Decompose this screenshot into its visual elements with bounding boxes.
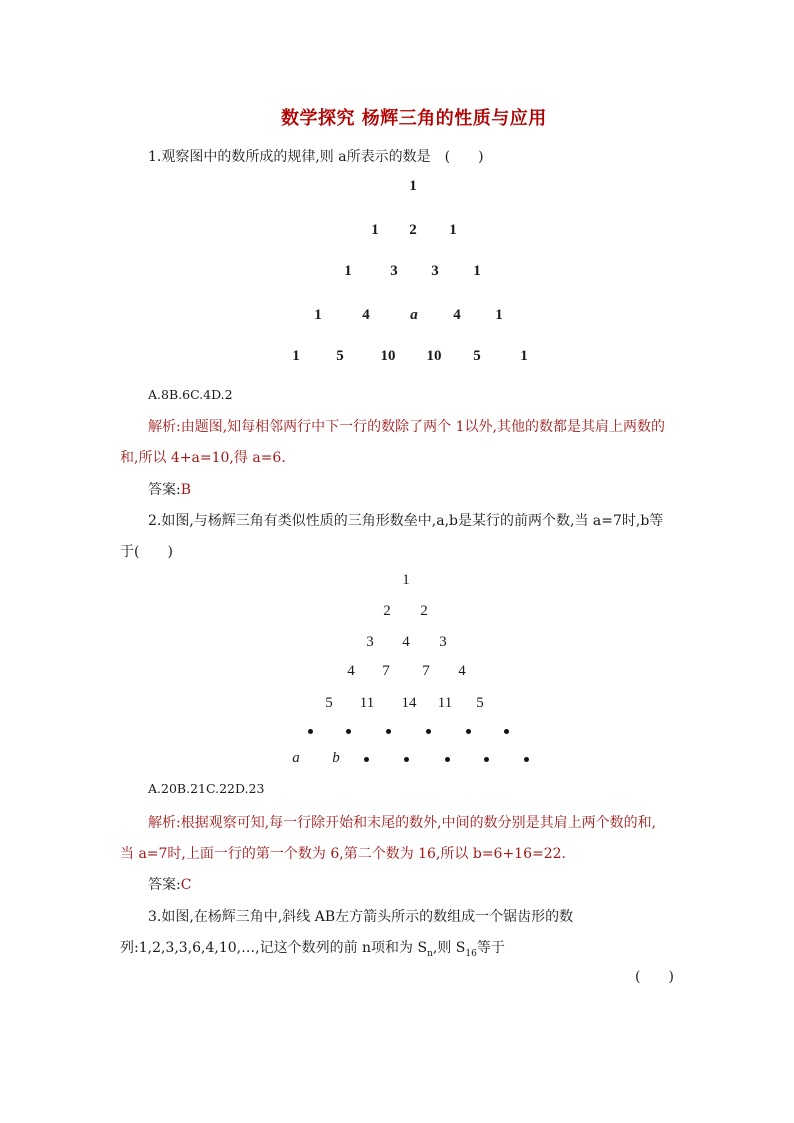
q2-triangle-number: 7 (382, 663, 390, 679)
q2-triangle-number: 1 (402, 572, 410, 588)
q2-triangle-number: 4 (458, 663, 466, 679)
q2-triangle-number: 4 (402, 634, 410, 650)
q2-answer-label: 答案: (148, 877, 181, 893)
q2-triangle-number: 3 (439, 634, 447, 650)
q1-triangle-number: 1 (344, 263, 352, 279)
q1-stem: 1.观察图中的数所成的规律,则 a所表示的数是 ( ) (148, 149, 484, 165)
q3-stem-text-b: ,则 S (432, 940, 466, 956)
q1-triangle-number: 1 (473, 263, 481, 279)
q1-triangle-number: 3 (390, 263, 398, 279)
q1-triangle-number: 1 (449, 222, 457, 238)
q3-stem-text-a: 列:1,2,3,3,6,4,10,…,记这个数列的前 n项和为 S (120, 940, 428, 956)
q1-triangle-number: 2 (409, 222, 417, 238)
q2-ellipsis-dot (346, 729, 351, 734)
q3-stem-line-1: 3.如图,在杨辉三角中,斜线 AB左方箭头所示的数组成一个锯齿形的数 (148, 909, 574, 925)
page-title: 数学探究 杨辉三角的性质与应用 (281, 108, 547, 129)
q2-ellipsis-dot (484, 757, 489, 762)
q2-triangle-number: 5 (325, 695, 333, 711)
q2-stem-line-2: 于( ) (120, 544, 173, 560)
q2-ellipsis-dot (466, 729, 471, 734)
q1-triangle-number: 5 (336, 348, 344, 364)
q1-triangle-number: 5 (473, 348, 481, 364)
q2-answer (148, 874, 191, 894)
q1-triangle-number: 1 (371, 222, 379, 238)
q1-triangle-number: 10 (426, 348, 442, 364)
q1-triangle-number: 1 (409, 178, 417, 194)
q1-analysis-line-2: 和,所以 4+a=10,得 a=6. (120, 450, 286, 466)
q1-triangle-number: 3 (431, 263, 439, 279)
q1-answer (148, 479, 191, 499)
q2-analysis-line-1: 解析:根据观察可知,每一行除开始和末尾的数外,中间的数分别是其肩上两个数的和, (148, 815, 657, 831)
q2-triangle-number: 11 (437, 695, 453, 711)
q1-triangle-number: 1 (292, 348, 300, 364)
q1-unknown-a: a (410, 307, 418, 323)
q2-letter-a: a (292, 750, 300, 766)
q3-sub-16: 16 (465, 948, 477, 959)
q2-answer-value: C (180, 877, 192, 893)
q3-answer-paren: ( ) (635, 969, 674, 985)
q2-analysis-line-2: 当 a=7时,上面一行的第一个数为 6,第二个数为 16,所以 b=6+16=22. (120, 846, 566, 862)
q2-triangle-number: 2 (420, 603, 428, 619)
q2-letter-b: b (332, 750, 340, 766)
q2-triangle-number: 4 (347, 663, 355, 679)
q2-ellipsis-dot (404, 757, 409, 762)
q2-triangle-number: 5 (476, 695, 484, 711)
q1-triangle-number: 1 (495, 307, 503, 323)
q2-triangle-number: 7 (422, 663, 430, 679)
q2-ellipsis-dot (426, 729, 431, 734)
q2-ellipsis-dot (445, 757, 450, 762)
q1-answer-label: 答案: (148, 482, 181, 498)
q2-triangle-number: 14 (401, 695, 417, 711)
q1-triangle-number: 1 (314, 307, 322, 323)
q1-analysis-text: 解析:由题图,知每相邻两行中下一行的数除了两个 1以外,其他的数都是其肩上两数的 (148, 419, 665, 435)
q1-analysis-line-1 (148, 416, 665, 436)
q1-triangle-number: 10 (380, 348, 396, 364)
q2-triangle-number: 3 (366, 634, 374, 650)
q1-triangle-number: 4 (362, 307, 370, 323)
q2-ellipsis-dot (504, 729, 509, 734)
q2-stem-line-1: 2.如图,与杨辉三角有类似性质的三角形数垒中,a,b是某行的前两个数,当 a=7时,b等 (148, 513, 664, 529)
q1-answer-value: B (180, 482, 192, 498)
q3-sub-n: n (427, 948, 433, 959)
q3-stem-line-2 (120, 937, 505, 959)
q2-triangle-number: 2 (383, 603, 391, 619)
q1-triangle-number: 4 (453, 307, 461, 323)
q1-options: A.8B.6C.4D.2 (148, 387, 233, 402)
q3-stem-text-c: 等于 (476, 940, 505, 956)
q2-ellipsis-dot (364, 757, 369, 762)
q2-ellipsis-dot (386, 729, 391, 734)
q2-ellipsis-dot (524, 757, 529, 762)
q2-triangle-number: 11 (359, 695, 375, 711)
q2-ellipsis-dot (308, 729, 313, 734)
q2-options: A.20B.21C.22D.23 (148, 781, 265, 796)
q1-triangle-number: 1 (520, 348, 528, 364)
